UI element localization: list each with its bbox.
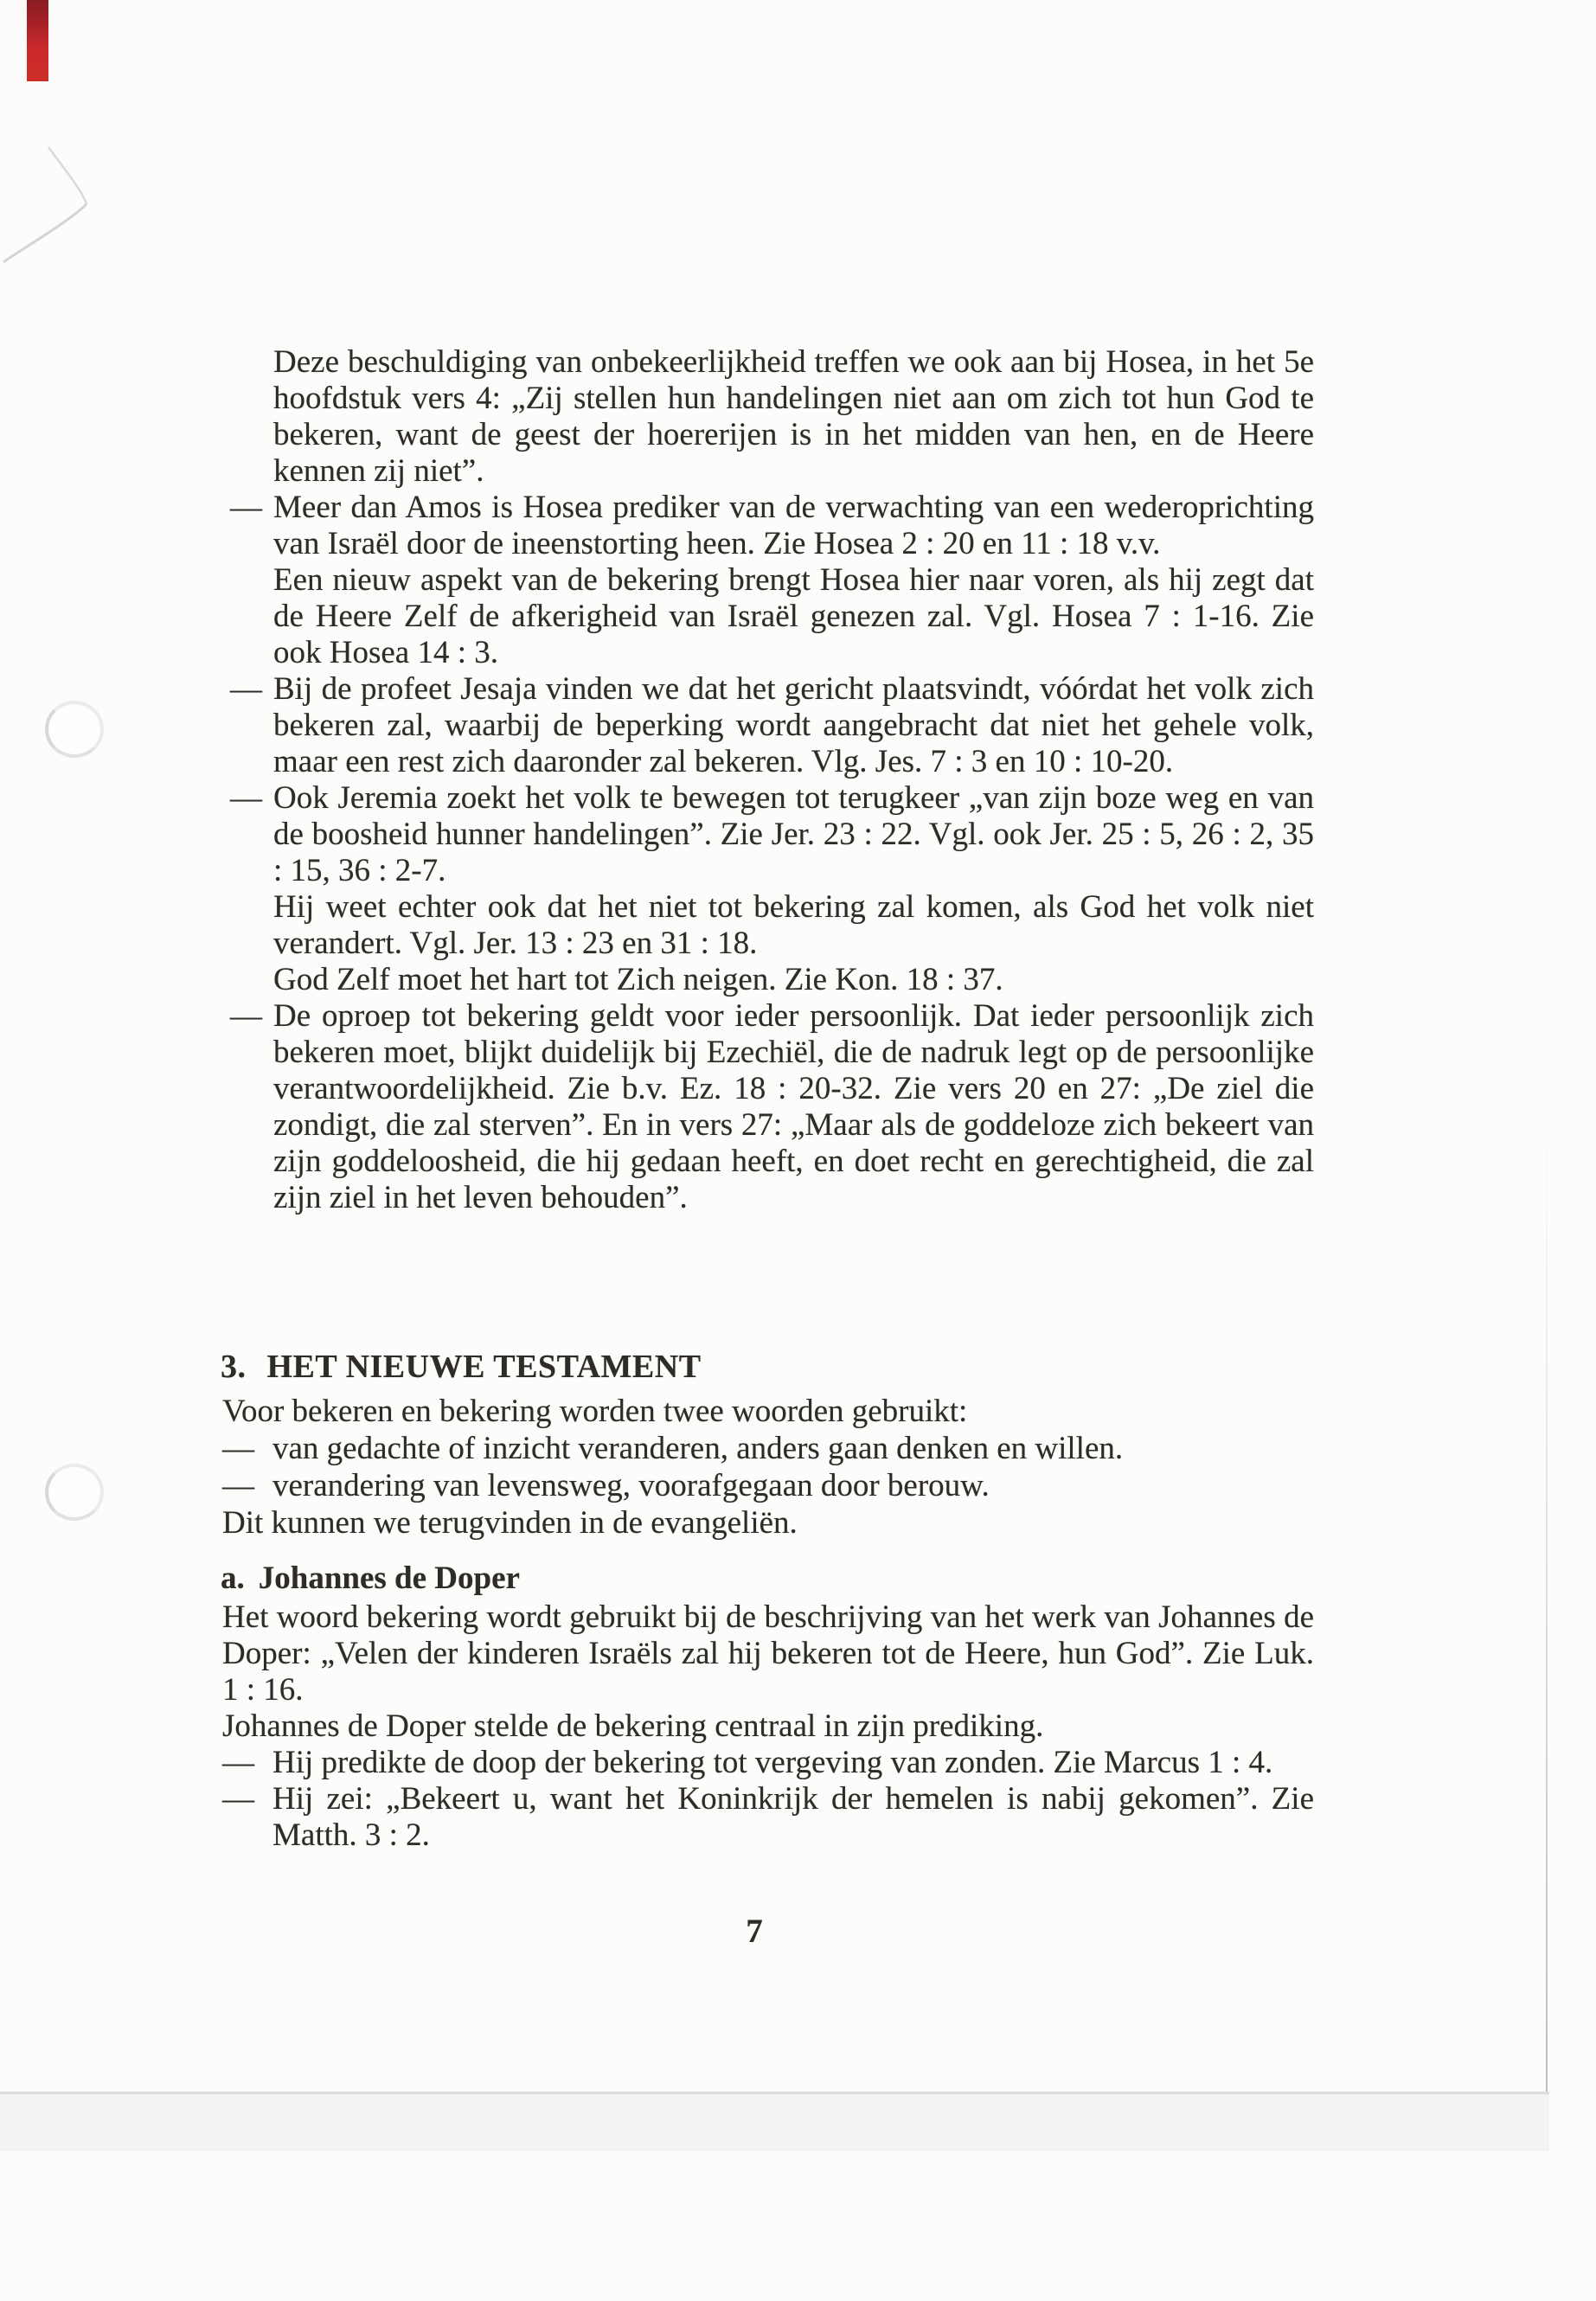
list-item bbox=[273, 344, 1314, 490]
punch-hole-mark-bottom bbox=[45, 1464, 104, 1521]
dash-marker: — bbox=[222, 1431, 254, 1466]
page-edge-line bbox=[1546, 1125, 1548, 2093]
dash-marker: — bbox=[222, 1468, 254, 1503]
old-testament-list bbox=[230, 344, 1314, 1216]
scanner-band bbox=[0, 2092, 1549, 2151]
nt-intro-block bbox=[222, 1393, 1314, 1541]
list-item bbox=[273, 562, 1314, 671]
page-number: 7 bbox=[746, 1913, 763, 1950]
doper-paragraph-1: Het woord bekering wordt gebruikt bij de beschrijving van het werk van Johannes de Doper: „Velen der kinderen Israëls zal hij bekeren tot de Heere, hun God”. Zie Luk. 1 : 16. bbox=[222, 1599, 1314, 1708]
dash-marker: — bbox=[222, 1745, 254, 1780]
list-item bbox=[230, 671, 1314, 780]
list-item-text: De oproep tot bekering geldt voor ieder persoonlijk. Dat ieder persoonlijk zich bekeren moet, blijkt duidelijk bij Ezechiël, die de nadruk legt op de persoonlijke verantwoordelijkheid. Zie b.v. Ez. 18 : 20-32. Zie vers 20 en 27: „De ziel die zondigt, die zal sterven”. En in vers 27: „Maar als de goddeloze zich bekeert van zijn goddeloosheid, die hij gedaan heeft, en doet recht en gerechtigheid, die zal zijn ziel in het leven behouden”. bbox=[273, 998, 1314, 1215]
dash-marker: — bbox=[230, 490, 262, 525]
list-item-text: Deze beschuldiging van onbekeerlijkheid treffen we ook aan bij Hosea, in het 5e hoofdstuk vers 4: „Zij stellen hun handelingen niet aan om zich tot hun God te bekeren, want de geest der hoererijen is in het midden van hen, en de Heere kennen zij niet”. bbox=[273, 344, 1314, 489]
list-item bbox=[222, 1781, 1314, 1854]
dash-marker: — bbox=[230, 671, 262, 707]
doper-paragraph-2: Johannes de Doper stelde de bekering centraal in zijn prediking. bbox=[222, 1708, 1044, 1744]
list-item bbox=[273, 962, 1314, 998]
list-item bbox=[273, 889, 1314, 962]
section-heading-nieuwe-testament bbox=[221, 1348, 702, 1386]
nt-word-list bbox=[222, 1430, 1314, 1504]
red-ink-mark bbox=[27, 0, 48, 81]
list-item-text: Hij predikte de doop der bekering tot vergeving van zonden. Zie Marcus 1 : 4. bbox=[272, 1745, 1273, 1780]
section-number: 3. bbox=[221, 1349, 247, 1385]
johannes-de-doper-block bbox=[222, 1599, 1314, 1854]
nt-close-line: Dit kunnen we terugvinden in de evangeliën. bbox=[222, 1505, 798, 1541]
subsection-heading-johannes-de-doper bbox=[221, 1561, 520, 1597]
nt-intro-line: Voor bekeren en bekering worden twee woorden gebruikt: bbox=[222, 1394, 968, 1429]
dash-marker: — bbox=[230, 998, 262, 1034]
list-item-text: van gedachte of inzicht veranderen, anders gaan denken en willen. bbox=[272, 1431, 1124, 1466]
section-title: HET NIEUWE TESTAMENT bbox=[266, 1349, 702, 1385]
doper-list bbox=[222, 1745, 1314, 1854]
list-item bbox=[222, 1430, 1314, 1467]
list-item bbox=[230, 780, 1314, 889]
list-item bbox=[222, 1467, 1314, 1504]
list-item-text: Hij weet echter ook dat het niet tot bekering zal komen, als God het volk niet verandert. Vgl. Jer. 13 : 23 en 31 : 18. bbox=[273, 889, 1314, 961]
list-item-text: Hij zei: „Bekeert u, want het Koninkrijk der hemelen is nabij gekomen”. Zie Matth. 3 : 2. bbox=[272, 1781, 1314, 1853]
subsection-title: Johannes de Doper bbox=[258, 1561, 520, 1596]
list-item-text: God Zelf moet het hart tot Zich neigen. Zie Kon. 18 : 37. bbox=[273, 962, 1003, 997]
list-item-text: Bij de profeet Jesaja vinden we dat het gericht plaatsvindt, vóórdat het volk zich bekeren zal, waarbij de beperking wordt aangebracht dat niet het gehele volk, maar een rest zich daaronder zal bekeren. Vlg. Jes. 7 : 3 en 10 : 10-20. bbox=[273, 671, 1314, 779]
dash-marker: — bbox=[230, 780, 262, 816]
subsection-letter: a. bbox=[221, 1561, 245, 1596]
list-item-text: verandering van levensweg, voorafgegaan door berouw. bbox=[272, 1468, 990, 1503]
list-item-text: Meer dan Amos is Hosea prediker van de verwachting van een wederoprichting van Israël door de ineenstorting heen. Zie Hosea 2 : 20 en 11 : 18 v.v. bbox=[273, 490, 1314, 561]
list-item bbox=[222, 1745, 1314, 1781]
dash-marker: — bbox=[222, 1781, 254, 1817]
list-item bbox=[230, 998, 1314, 1216]
list-item bbox=[230, 490, 1314, 562]
list-item-text: Een nieuw aspekt van de bekering brengt Hosea hier naar voren, als hij zegt dat de Heere Zelf de afkerigheid van Israël genezen zal. Vgl. Hosea 7 : 1-16. Zie ook Hosea 14 : 3. bbox=[273, 562, 1314, 670]
punch-hole-mark-top bbox=[45, 701, 104, 758]
list-item-text: Ook Jeremia zoekt het volk te bewegen tot terugkeer „van zijn boze weg en van de boosheid hunner handelingen”. Zie Jer. 23 : 22. Vgl. ook Jer. 25 : 5, 26 : 2, 35 : 15, 36 : 2-7. bbox=[273, 780, 1314, 888]
fold-crease-mark bbox=[0, 138, 112, 277]
